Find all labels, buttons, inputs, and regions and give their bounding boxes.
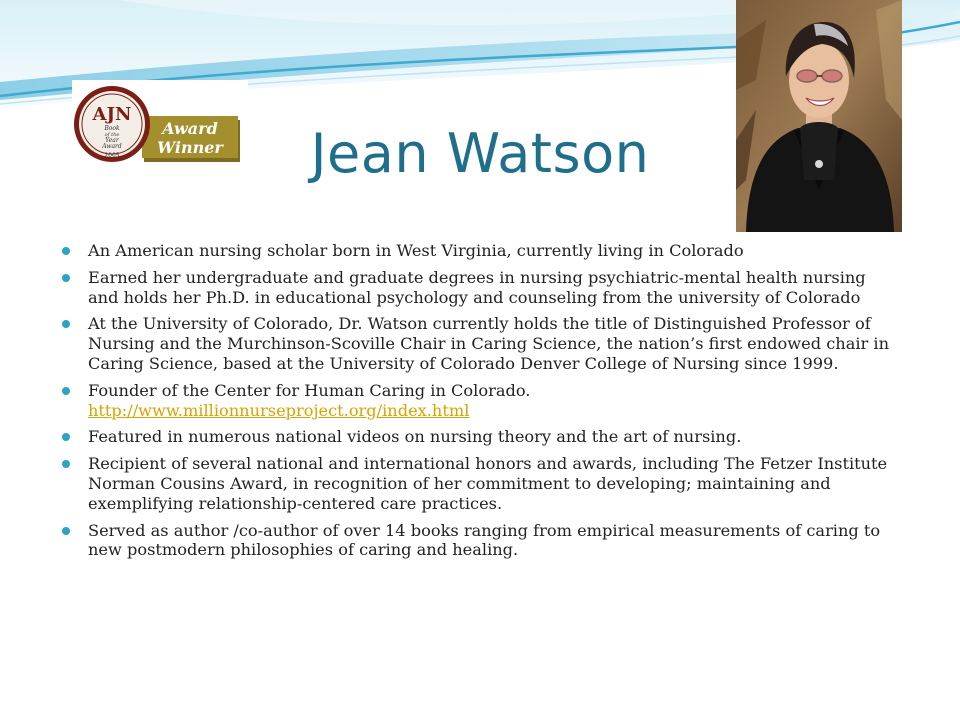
bullet-dot-icon [62, 387, 70, 395]
bullet-dot-icon [62, 460, 70, 468]
badge-center-line4: Award [102, 143, 122, 150]
bullet-text: Recipient of several national and international honors and awards, including The Fetzer Institute Norman Cousins Award, in recognition of her commitment to developing; maintaining and exemplifying relationship-centered care practices. [88, 454, 888, 513]
bullet-dot-icon [62, 274, 70, 282]
badge-ribbon-line1: Award [162, 119, 218, 138]
badge-center-line1: Book [104, 125, 120, 132]
bullet-text: At the University of Colorado, Dr. Watson currently holds the title of Distinguished Professor of Nursing and the Murchinson-Scoville Chair in Caring Science, the nation’s first endowed chair in Caring Science, based at the University of Colorado Denver College of Nursing since 1999. [88, 314, 890, 373]
portrait-photo [736, 0, 902, 232]
bullet-item [60, 381, 900, 421]
slide-title: Jean Watson [310, 122, 650, 185]
bullet-text: Founder of the Center for Human Caring in Colorado. [88, 380, 531, 400]
badge-center-line3: Year [105, 137, 119, 144]
bullet-dot-icon [62, 247, 70, 255]
bullet-text: Featured in numerous national videos on nursing theory and the art of nursing. [88, 427, 742, 447]
million-nurse-project-link[interactable]: http://www.millionnurseproject.org/index.html [88, 400, 470, 420]
badge-ribbon-line2: Winner [157, 138, 223, 157]
badge-logo: AJN [92, 104, 132, 125]
bullet-list [60, 241, 900, 567]
bullet-item [60, 521, 900, 561]
badge-center-line2: of the [104, 132, 120, 138]
bullet-text: An American nursing scholar born in West Virginia, currently living in Colorado [88, 241, 744, 260]
bullet-text: Earned her undergraduate and graduate degrees in nursing psychiatric-mental health nursing and holds her Ph.D. in educational psychology and counseling from the university of Colorado [88, 267, 866, 307]
bullet-dot-icon [62, 320, 70, 328]
bullet-item [60, 454, 900, 513]
bullet-item [60, 314, 900, 373]
bullet-dot-icon [62, 433, 70, 441]
bullet-item [60, 268, 900, 308]
bullet-item [60, 241, 900, 261]
bullet-text: Served as author /co-author of over 14 books ranging from empirical measurements of caring to new postmodern philosophies of caring and healing. [88, 520, 881, 560]
badge-year: 2005 [104, 152, 120, 159]
bullet-item [60, 427, 900, 447]
bullet-dot-icon [62, 527, 70, 535]
